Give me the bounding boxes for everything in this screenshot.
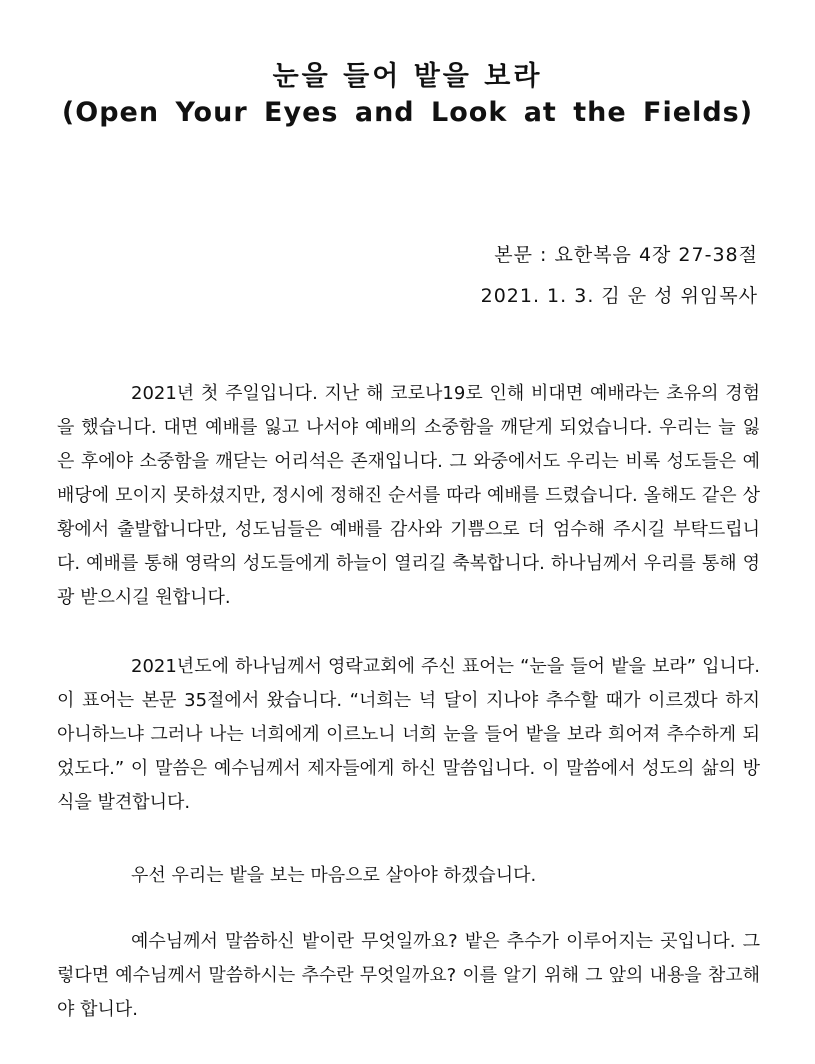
paragraph: [57, 925, 760, 1027]
paragraph: [57, 859, 760, 893]
paragraph-text: 예수님께서 말씀하신 밭이란 무엇일까요? 밭은 추수가 이루어지는 곳입니다. 그렇다면 예수님께서 말씀하시는 추수란 무엇일까요? 이를 알기 위해 그 앞의 내용을 참고해야 합니다.: [57, 931, 760, 1020]
date-and-author: 2021. 1. 3. 김 운 성 위임목사: [480, 285, 758, 307]
sermon-title-korean: 눈을 들어 밭을 보라: [272, 61, 543, 92]
paragraph: [57, 377, 760, 615]
paragraph-text: 2021년 첫 주일입니다. 지난 해 코로나19로 인해 비대면 예배라는 초유의 경험을 했습니다. 대면 예배를 잃고 나서야 예배의 소중함을 깨닫게 되었습니다. 우리는 늘 잃은 후에야 소중함을 깨닫는 어리석은 존재입니다. 그 와중에서도 우리는 비록 성도들은 예배당에 모이지 못하셨지만, 정시에 정해진 순서를 따라 예배를 드렸습니다. 올해도 같은 상황에서 출발합니다만, 성도님들은 예배를 감사와 기쁨으로 더 엄수해 주시길 부탁드립니다. 예배를 통해 영락의 성도들에게 하늘이 열리길 축복합니다. 하나님께서 우리를 통해 영광 받으시길 원합니다.: [57, 383, 760, 608]
sermon-title-english: (Open Your Eyes and Look at the Fields): [61, 97, 754, 128]
scripture-reference: 본문 : 요한복음 4장 27-38절: [494, 244, 758, 266]
paragraph-text: 우선 우리는 밭을 보는 마음으로 살아야 하겠습니다.: [131, 865, 537, 886]
paragraph: [57, 650, 760, 820]
paragraph-text: 2021년도에 하나님께서 영락교회에 주신 표어는 “눈을 들어 밭을 보라” 입니다. 이 표어는 본문 35절에서 왔습니다. “너희는 넉 달이 지나야 추수할 때가 이르겠다 하지 아니하느냐 그러나 나는 너희에게 이르노니 너희 눈을 들어 밭을 보라 희어져 추수하게 되었도다.” 이 말씀은 예수님께서 제자들에게 하신 말씀입니다. 이 말씀에서 성도의 삶의 방식을 발견합니다.: [57, 656, 760, 813]
